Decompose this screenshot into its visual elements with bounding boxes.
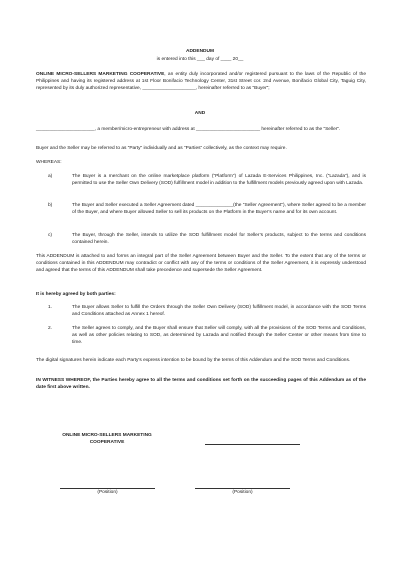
agreed-label: It is hereby agreed by both parties:: [36, 292, 116, 297]
whereas-marker: c): [48, 233, 52, 238]
agreement-text: The Buyer allows Seller to fulfill the Orders through the Seller Own Delivery (SOD) fulfillment model, in accordance with the SOD Terms and Conditions attached as Annex 1 hereof.: [72, 305, 366, 317]
signature-line-right-top: [205, 444, 300, 445]
position-label-right: (Position): [232, 490, 253, 495]
agreement-marker: 1.: [48, 305, 53, 310]
party1-text: , an entity duly incorporated and/or registered pursuant to the laws of the Republic of the Philippines and having its registered address at 1st Floor Bonifacio Technology Center, 31st Street cor. 2nd Avenue, Bonifacio Global City, Taguig City, represented by its duly authorized representative, ____________________, hereinafter referred to as “Buyer”;: [36, 72, 366, 91]
and-label: AND: [194, 111, 206, 116]
whereas-text: The Buyer, through the Seller, intends to utilize the SOD fulfillment model for Seller’s products, subject to the terms and conditions contained herein.: [72, 233, 366, 245]
document-title: ADDENDUM: [186, 49, 214, 54]
party2-paragraph: ______________________, a member/micro-entrepreneur with address at ________________________ hereinafter referred to as the “Seller”.: [36, 127, 341, 132]
whereas-marker: a): [48, 174, 53, 179]
agreement-text: The Seller agrees to comply, and the Buyer shall ensure that Seller will comply, with all the provisions of the SOD Terms and Conditions, as well as other policies relating to SOD, as determined by Lazada and notified through the Seller Center or other means from time to time.: [72, 326, 366, 345]
signatory-org-name: ONLINE MICRO-SELLERS MARKETING COOPERATIVE: [62, 433, 152, 445]
whereas-text: The Buyer is a merchant on the online marketplace platform (“Platform”) of Lazada E-Services Philippines, Inc. (“Lazada”), and is permitted to use the Seller Own Delivery (SOD) fulfillment model in addition to the fulfillment models previously agreed upon with Lazada.: [72, 174, 366, 186]
integral-paragraph: This ADDENDUM is attached to and forms an integral part of the Seller Agreement between Buyer and the Seller. To the extent that any of the terms or conditions contained in this ADDENDUM may contradict or conflict with any of the terms or conditions of the Seller Agreement, it is expressly understood and agreed that the terms of this ADDENDUM shall take precedence and supersede the Seller Agreement.: [36, 254, 366, 273]
party1-paragraph: [36, 72, 366, 93]
whereas-marker: b): [48, 203, 53, 208]
entered-into-line: is entered into this ___ day of ____ 20__: [156, 57, 244, 62]
digital-signatures-paragraph: The digital signatures herein indicate each Party’s express intention to be bound by the terms of this Addendum and the SOD Terms and Conditions.: [36, 358, 351, 363]
signature-line-left: [60, 488, 155, 489]
witness-paragraph: IN WITNESS WHEREOF, the Parties hereby agree to all the terms and conditions set forth on the succeeding pages of this Addendum as of the date first above written.: [36, 378, 366, 390]
parties-sentence: Buyer and the Seller may be referred to as “Party” individually and as “Parties” collectively, as the context may require.: [36, 146, 287, 151]
whereas-text: The Buyer and Seller executed a Seller Agreement dated ______________(the “Seller Agreement”), where Seller agreed to be a member of the Buyer, and where Buyer allowed Seller to sell its products on the Platform in the Buyer’s name and for its own account.: [72, 203, 366, 215]
position-label-left: (Position): [97, 490, 118, 495]
agreement-marker: 2.: [48, 326, 53, 331]
party1-name: ONLINE MICRO-SELLERS MARKETING COOPERATIVE: [36, 72, 165, 77]
signature-line-right: [195, 488, 290, 489]
whereas-label: WHEREAS:: [36, 160, 62, 165]
